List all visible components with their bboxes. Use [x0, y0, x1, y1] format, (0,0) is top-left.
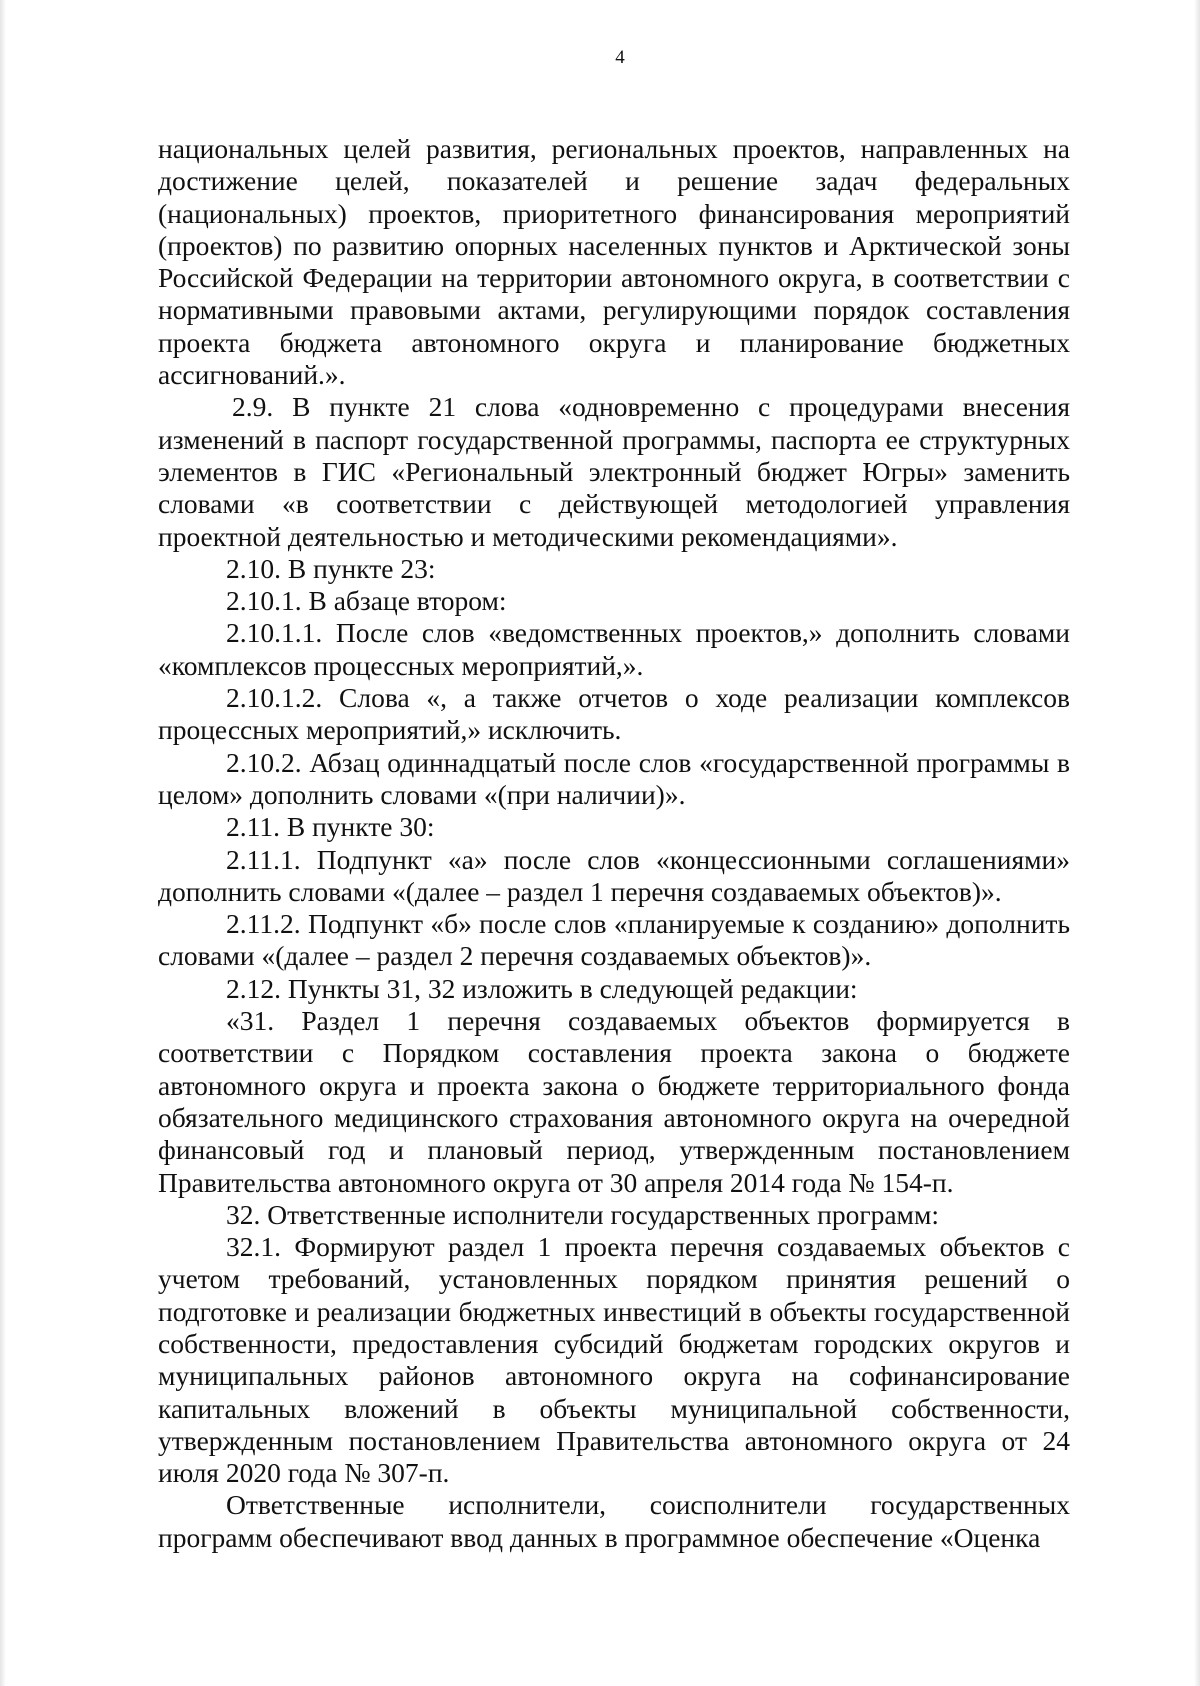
paragraph-4: 2.10.1. В абзаце втором: [226, 585, 507, 617]
paragraph-6: 2.10.1.2. Слова «, а также отчетов о ходе реализации комплексов процессных мероприятий,» исключить. [158, 682, 1070, 746]
paragraph-5: 2.10.1.1. После слов «ведомственных проектов,» дополнить словами «комплексов процессных мероприятий,». [158, 617, 1070, 681]
paragraph-8: 2.11. В пункте 30: [226, 811, 435, 843]
paragraph-10: 2.11.2. Подпункт «б» после слов «планируемые к созданию» дополнить словами «(далее – раздел 2 перечня создаваемых объектов)». [158, 908, 1070, 972]
paragraph-14: 32.1. Формируют раздел 1 проекта перечня создаваемых объектов с учетом требований, установленных порядком принятия решений о подготовке и реализации бюджетных инвестиций в объекты государственной собственности, предоставления субсидий бюджетам городских округов и муниципальных районов автономного округа на софинансирование капитальных вложений в объекты муниципальной собственности, утвержденным постановлением Правительства автономного округа от 24 июля 2020 года № 307-п. [158, 1231, 1070, 1489]
paragraph-7: 2.10.2. Абзац одиннадцатый после слов «государственной программы в целом» дополнить словами «(при наличии)». [158, 746, 1070, 810]
page-number: 4 [615, 47, 625, 68]
scan-edge-left [0, 0, 6, 1686]
paragraph-2: 2.9. В пункте 21 слова «одновременно с процедурами внесения изменений в паспорт государственной программы, паспорта ее структурных элементов в ГИС «Региональный электронный бюджет Югры» заменить словами «в соответствии с действующей методологией управления проектной деятельностью и методическими рекомендациями». [158, 391, 1070, 552]
document-body [158, 133, 1070, 1554]
paragraph-1: национальных целей развития, региональных проектов, направленных на достижение целей, показателей и решение задач федеральных (национальных) проектов, приоритетного финансирования мероприятий (проектов) по развитию опорных населенных пунктов и Арктической зоны Российской Федерации на территории автономного округа, в соответствии с нормативными правовыми актами, регулирующими порядок составления проекта бюджета автономного округа и планирование бюджетных ассигнований.». [158, 133, 1070, 391]
paragraph-11: 2.12. Пункты 31, 32 изложить в следующей редакции: [226, 972, 858, 1004]
paragraph-13: 32. Ответственные исполнители государственных программ: [226, 1198, 939, 1230]
paragraph-12: «31. Раздел 1 перечня создаваемых объектов формируется в соответствии с Порядком составления проекта закона о бюджете автономного округа и проекта закона о бюджете территориального фонда обязательного медицинского страхования автономного округа на очередной финансовый год и плановый период, утвержденным постановлением Правительства автономного округа от 30 апреля 2014 года № 154-п. [158, 1005, 1070, 1198]
paragraph-9: 2.11.1. Подпункт «а» после слов «концессионными соглашениями» дополнить словами «(далее – раздел 1 перечня создаваемых объектов)». [158, 843, 1070, 907]
scan-edge-right [1194, 0, 1200, 1686]
paragraph-15: Ответственные исполнители, соисполнители государственных программ обеспечивают ввод данных в программное обеспечение «Оценка [158, 1489, 1070, 1553]
paragraph-3: 2.10. В пункте 23: [226, 552, 436, 584]
